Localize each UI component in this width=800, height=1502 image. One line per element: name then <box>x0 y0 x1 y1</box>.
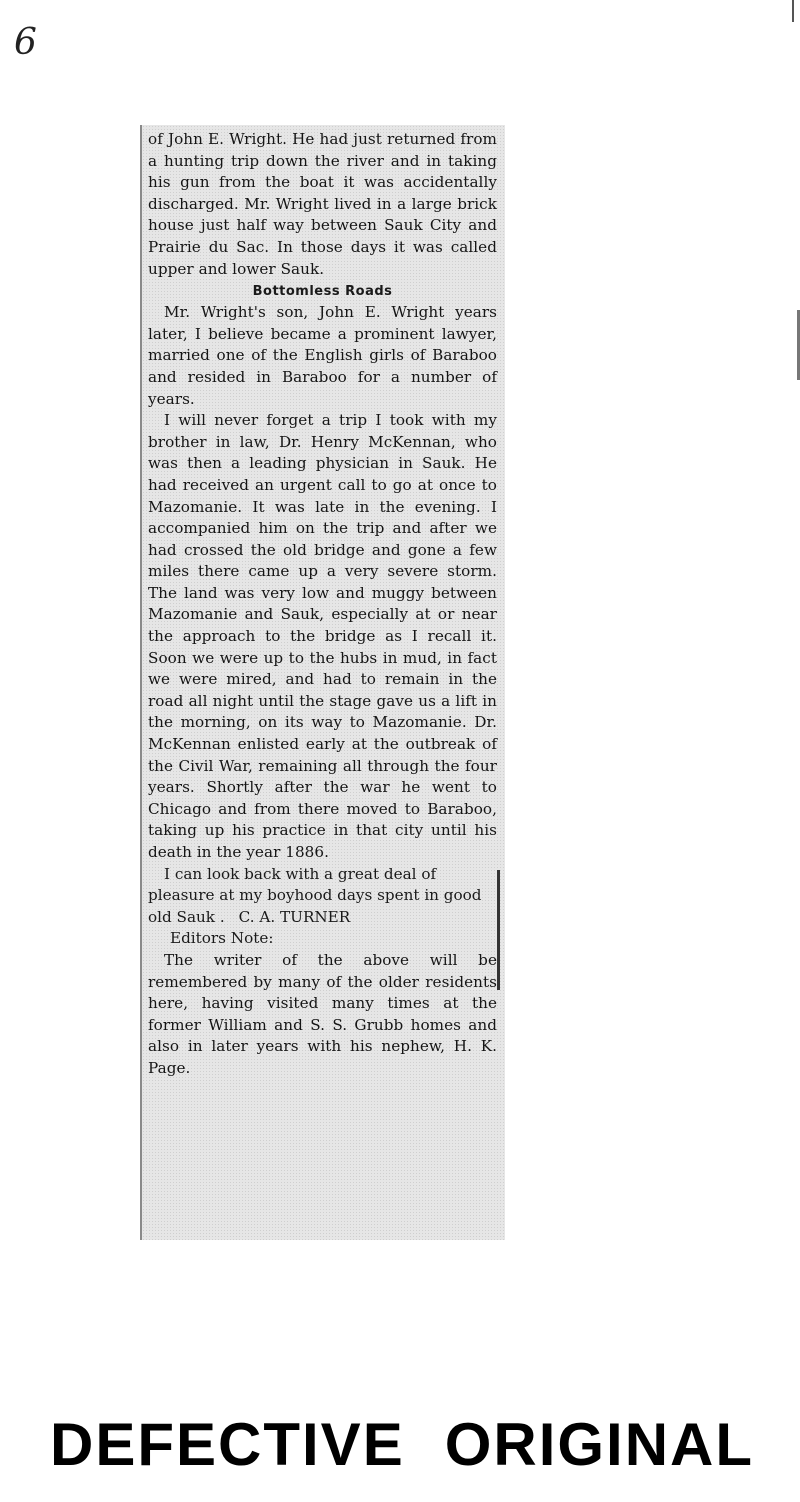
clipping-edge-mark <box>497 870 500 990</box>
stamp-word: ORIGINAL <box>444 1411 755 1478</box>
closing-line <box>148 864 497 929</box>
article-paragraph: Mr. Wright's son, John E. Wright years later, I believe became a prominent lawyer, married one of the English girls of Baraboo and resided in Baraboo for a number of years. <box>148 303 497 408</box>
defective-original-stamp <box>50 1410 754 1479</box>
closing-text: I can look back with a great deal of pleasure at my boyhood days spent in good old Sauk . <box>148 864 482 926</box>
newspaper-clipping <box>140 125 505 1240</box>
page-number: 6 <box>14 22 37 63</box>
article-paragraph: The writer of the above will be remembered by many of the older residents here, having visited many times at the former William and S. S. Grubb homes and also in later years with his nephew, H. K. Page. <box>148 950 497 1077</box>
article-paragraph: I will never forget a trip I took with my brother in law, Dr. Henry McKennan, who was then a leading physician in Sauk. He had received an urgent call to go at once to Mazomanie. It was late in the evening. I accompanied him on the trip and after we had crossed the old bridge and gone a few miles there came up a very severe storm. The land was very low and muggy between Mazomanie and Sauk, especially at or near the approach to the bridge as I recall it. Soon we were up to the hubs in mud, in fact we were mired, and had to remain in the road all night until the stage gave us a lift in the morning, on its way to Mazomanie. Dr. McKennan enlisted early at the outbreak of the Civil War, remaining all through the four years. Shortly after the war he went to Chicago and from there moved to Baraboo, taking up his practice in that city until his death in the year 1886. <box>148 411 497 861</box>
article-paragraph: of John E. Wright. He had just returned from a hunting trip down the river and in taking his gun from the boat it was accidentally discharged. Mr. Wright lived in a large brick house just half way between Sauk City and Prairie du Sac. In those days it was called upper and lower Sauk. <box>148 130 497 278</box>
author-signature: C. A. TURNER <box>238 907 351 926</box>
editors-note-label: Editors Note: <box>170 929 274 948</box>
scan-edge-mark <box>792 0 794 22</box>
stamp-word: DEFECTIVE <box>50 1411 405 1478</box>
article-subheading: Bottomless Roads <box>252 284 393 300</box>
